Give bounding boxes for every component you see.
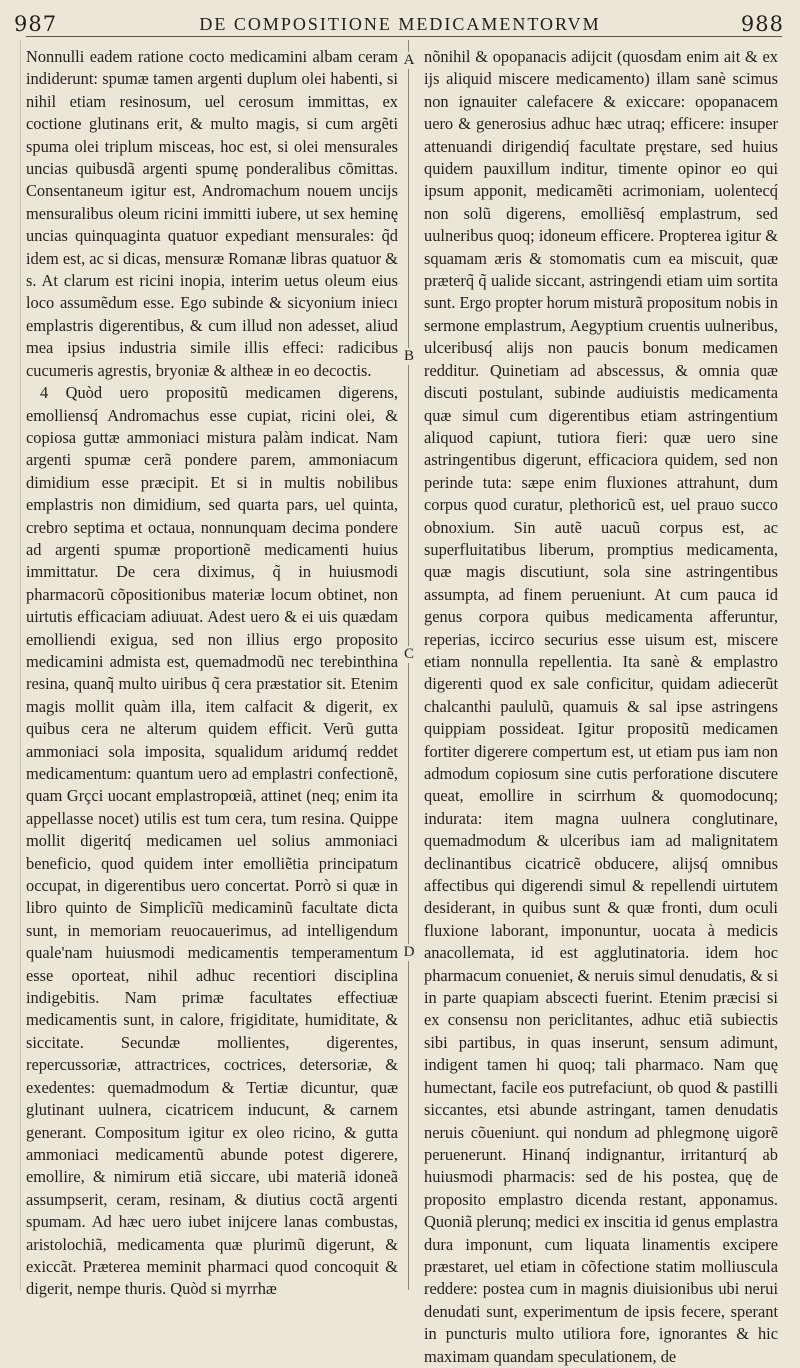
column-divider [408, 40, 409, 1290]
margin-letter-c: C [403, 646, 414, 662]
left-column [26, 46, 398, 1299]
running-title: DE COMPOSITIONE MEDICAMENTORVM [199, 14, 601, 34]
header-rule [26, 36, 782, 37]
margin-letter-a: A [403, 52, 415, 68]
margin-letter-b: B [403, 348, 414, 364]
right-page-number: 988 [740, 12, 784, 36]
left-page-number: 987 [14, 12, 58, 36]
right-paragraph-1: nõnihil & opopanacis adijcit (quosdam enim ait & ex ijs aliquid miscere medicamento) illam sanè scimus non ignauiter calefacere & exiccare: opopanacem uero & generosius adhuc hæc utraq; efficere: insuper attenuandi dirigendiq́ facultate pręstare, sed huius quidem pauxillum inditur, timente opinor eo qui ipsum apponit, medicamẽti acrimoniam, uolentecq́ non solũ digerens, emolliẽsq́ emplastrum, sed uulneribus quoq; idoneum efficere. Propterea igitur & squamam æris & stomomatis cum ea miscuit, quæ præterq̃ q̃ ualide siccant, astringendi etiam uim sortita sunt. Ergo propter horum misturã propositum nobis in sermone emplastrum, Aegyptium cruentis uulneribus, ulceribusq́ alijs non paucis bonum medicamen redditur. Quinetiam ad abscessus, & omnia quæ discuti postulant, subinde audiuistis medicamenta quæ simul cum digerentibus etiam astringentium aliquod capiunt, tutiora fieri: quæ uero sine astringentibus digerunt, efficaciora quidem, sed non perinde tuta: sæpe enim fluxiones attrahunt, dum corpus quod curatur, plethoricũ est, uel prauo succo obnoxium. Sin autẽ uacuũ corpus est, ac superfluitatibus liberum, promptius medicamenta, quæ magis discutiunt, sola sine astringentibus assumpta, ad finem perueniunt. At cum pauca id genus corpora quibus medicamenta afferuntur, reperias, iccirco securius esse uisum est, miscere etiam nonnulla repellentia. Ita sanè & emplastro digerenti quod ex sale conficitur, quidam adiecerũt chalcanthi paululũ, quamuis & sal ipse astringens quippiam possideat. Igitur propositũ medicamen fortiter digerere compertum est, ut etiam pus iam non admodum copiosum sine cutis perforatione discutere queat, emollire in scirrhum & quomodocunq; indurata: item magna uulnera conglutinare, quemadmodum & ulceribus iam ad malignitatem declinantibus cicatricẽ obducere, alijsq́ omnibus affectibus qui digerendi simul & repellendi uirtutem desiderant, in quibus sunt & quæ fronti, dum oculi fluxione laborant, imponuntur, uocata à medicis anacollemata, id est agglutinatoria. idem hoc pharmacum conueniet, & neruis simul denudatis, & si in parte quapiam abscecti fuerint. Etenim præcisi si ex consensu non periclitantes, adhuc etiã subiectis sibi partibus, in quas inserunt, sensum adimunt, indigent tamen hi quoq; tali pharmaco. Nam quę humectant, facile eos putrefaciunt, ob quod & pastilli siccantes, etsi abunde astringant, tamen denudatis neruis cõueniunt. qui nondum ad phlegmonę uigorẽ peruenerunt. Hinanq́ indignantur, irritanturq́ ab huiusmodi pharmacis: sed de his postea, quę de proposito emplastro dicenda restant, apponamus. Quoniã plerunq; medici ex inscitia id genus emplastra dura imponunt, cum liquata linamentis excipere præstaret, uel etiam in cõfectione statim molliuscula reddere: postea cum in magnis diuisionibus ubi nerui denudati sunt, experimentum de ipsis fecere, sperant in puncturis multo utiliora fore, ignorantes & hic maximam quandam speculationem, de [424, 47, 778, 1366]
left-paragraph-2: 4 Quòd uero propositũ medicamen digerens, emolliensq́ Andromachus esse cupiat, ricini olei, & copiosa guttæ ammoniaci mistura palàm indicat. Nam argenti spumæ cerã pondere parem, ammoniacum dimidium esse præcipit. Et si in multis nobilibus emplastris non dimidium, sed quarta pars, uel quinta, crebro septima et octaua, nonnunquam decima pondere ad argenti spumæ proportionẽ medicamenti huius immittatur. De cera diximus, q̃ in huiusmodi pharmacorũ cõpositionibus materiæ locum obtinet, non uirtutis efficaciam adiuuat. Adest uero & ei uis quædam emolliendi exigua, sed non illius ergo proposito medicamini admista est, quemadmodũ nec terebinthina resina, quanq̃ multo uiribus q̃ cera præstatior sit. Etenim magis mollit quàm illa, item calfacit & digerit, ex quibus cera ne alterum quidem efficit. Verũ gutta ammoniaci sola imposita, squalidum aridumq́ reddet medicamentum: quantum uero ad emplastri confectionẽ, quam Grçci uocant emplastropœiã, attinet (neq; enim ita appellasse nocet) utilis est tum cera, tum resina. Quippe mollit digeritq́ medicamen uel solius ammoniaci beneficio, quod quidem inter emolliẽtia principatum occupat, in digerentibus uero concertat. Porrò si quæ in libro quinto de Simplicĩũ medicaminũ facultate dicta sunt, in memoriam reuocauerimus, ad intelligendum quale'nam huiusmodi medicamentis temperamentum esse oporteat, nihil adhuc recentiori disciplina indigebitis. Nam primæ facultates effectiuæ medicamentis sunt, in calore, frigiditate, humiditate, & siccitate. Secundæ mollientes, digerentes, repercussoriæ, attractrices, coctrices, detersoriæ, & exedentes: quemadmodum & Tertiæ dicuntur, quæ glutinant uulnera, cicatricem inducunt, & carnem generant. Compositum igitur ex oleo ricino, & gutta ammoniaci medicamentũ abunde potest digerere, emollire, & nimirum etiã siccare, ubi materiã idoneã assumpserit, ceram, resinam, & diutius coctã argenti spumam. Ad hæc uero iubet inijcere lanas combustas, aristolochiã, medicamenta quæ plurimũ digerunt, & exiccãt. Præterea meminit pharmaci quod concoquit & digerit, nempe thuris. Quòd si myrrhæ [26, 383, 398, 1299]
left-margin-rule [20, 40, 21, 1290]
left-paragraph-1: Nonnulli eadem ratione cocto medicamini albam ceram indiderunt: spumæ tamen argenti duplum olei habenti, si nihil etiam resinosum, uel cerosum immittas, ex coctione glutinans erit, & multo magis, si cum argẽti spuma olei triplum misceas, hoc est, si olei mensurales uncias quibusdã argenti spumę ponderalibus cõmittas. Consentaneum igitur est, Andromachum nouem uncijs mensuralibus oleum ricini immitti iubere, ut sex heminę uncias quinquaginta quatuor expediant mensurales: q̃d idem est, ac si dicas, mensuræ Romanæ libras quatuor & s. At clarum est ricini inopia, interim uetus oleum eius loco assumẽdum esse. Ego subinde & sicyonium iniecı emplastris digerentibus, & cum illud non adesset, aliud mea ipsius industria simile illis effeci: radicibus cucumeris agrestis, bryoniæ & altheæ in eo decoctis. [26, 47, 398, 380]
margin-letter-d: D [403, 944, 415, 960]
right-column [424, 46, 778, 1366]
